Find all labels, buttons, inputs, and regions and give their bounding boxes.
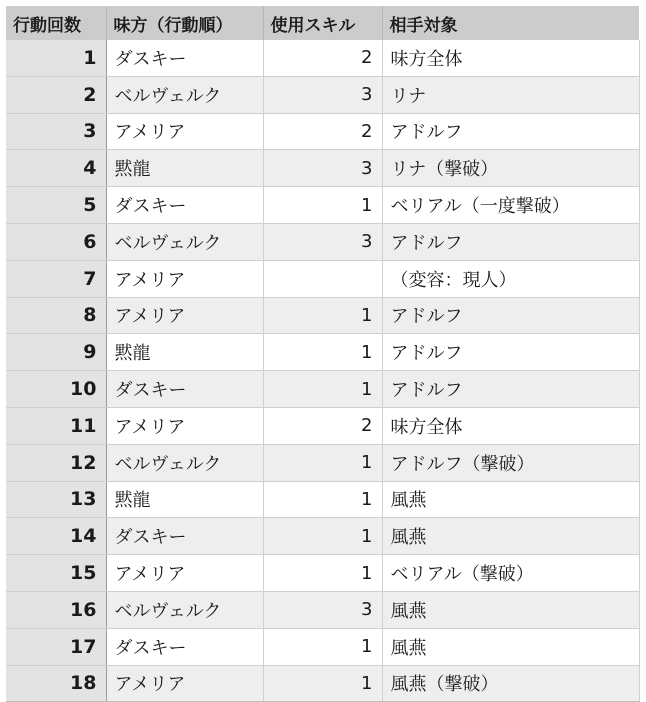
row-action-number: 11: [6, 407, 106, 444]
row-ally-name: アメリア: [106, 555, 263, 592]
row-action-number: 10: [6, 371, 106, 408]
table-row: [6, 40, 639, 76]
header-ally-order: 味方（行動順）: [106, 6, 263, 40]
row-action-number: 4: [6, 150, 106, 187]
row-target: 味方全体: [382, 40, 639, 76]
row-skill-number: [263, 260, 382, 297]
table-row: [6, 407, 639, 444]
row-action-number: 3: [6, 113, 106, 150]
row-action-number: 5: [6, 187, 106, 224]
row-target: 味方全体: [382, 407, 639, 444]
table-row: [6, 665, 639, 702]
table-row: [6, 260, 639, 297]
header-target: 相手対象: [382, 6, 639, 40]
row-action-number: 8: [6, 297, 106, 334]
row-skill-number: 1: [263, 555, 382, 592]
table-row: [6, 297, 639, 334]
row-target: アドルフ: [382, 113, 639, 150]
row-skill-number: 1: [263, 665, 382, 702]
row-target: アドルフ: [382, 223, 639, 260]
row-skill-number: 1: [263, 628, 382, 665]
row-target: 風燕: [382, 591, 639, 628]
row-ally-name: 黙龍: [106, 150, 263, 187]
row-action-number: 7: [6, 260, 106, 297]
row-ally-name: 黙龍: [106, 334, 263, 371]
row-target: 風燕: [382, 481, 639, 518]
header-skill-used: 使用スキル: [263, 6, 382, 40]
table-row: [6, 187, 639, 224]
row-action-number: 6: [6, 223, 106, 260]
table-header-row: [6, 6, 639, 40]
header-action-count: 行動回数: [6, 6, 106, 40]
row-ally-name: アメリア: [106, 407, 263, 444]
row-ally-name: アメリア: [106, 113, 263, 150]
row-action-number: 1: [6, 40, 106, 76]
table-row: [6, 444, 639, 481]
row-target: アドルフ（撃破）: [382, 444, 639, 481]
row-action-number: 13: [6, 481, 106, 518]
row-target: 風燕: [382, 628, 639, 665]
row-ally-name: ダスキー: [106, 40, 263, 76]
row-action-number: 16: [6, 591, 106, 628]
row-action-number: 12: [6, 444, 106, 481]
row-ally-name: ダスキー: [106, 187, 263, 224]
row-ally-name: 黙龍: [106, 481, 263, 518]
table-row: [6, 150, 639, 187]
table-row: [6, 591, 639, 628]
table-row: [6, 555, 639, 592]
row-skill-number: 1: [263, 334, 382, 371]
row-ally-name: アメリア: [106, 665, 263, 702]
row-skill-number: 1: [263, 371, 382, 408]
row-action-number: 17: [6, 628, 106, 665]
row-ally-name: アメリア: [106, 260, 263, 297]
row-ally-name: ベルヴェルク: [106, 223, 263, 260]
table-row: [6, 481, 639, 518]
row-target: リナ: [382, 76, 639, 113]
row-action-number: 14: [6, 518, 106, 555]
row-skill-number: 2: [263, 40, 382, 76]
row-target: リナ（撃破）: [382, 150, 639, 187]
row-skill-number: 2: [263, 407, 382, 444]
row-action-number: 2: [6, 76, 106, 113]
table-row: [6, 223, 639, 260]
row-ally-name: アメリア: [106, 297, 263, 334]
row-ally-name: ダスキー: [106, 518, 263, 555]
row-skill-number: 3: [263, 150, 382, 187]
action-order-table-container: [6, 6, 639, 702]
table-row: [6, 371, 639, 408]
table-row: [6, 518, 639, 555]
row-target: アドルフ: [382, 371, 639, 408]
row-ally-name: ベルヴェルク: [106, 76, 263, 113]
table-body: [6, 40, 639, 702]
row-skill-number: 1: [263, 187, 382, 224]
row-ally-name: ベルヴェルク: [106, 444, 263, 481]
row-target: ベリアル（撃破）: [382, 555, 639, 592]
row-skill-number: 3: [263, 223, 382, 260]
row-skill-number: 3: [263, 591, 382, 628]
row-action-number: 18: [6, 665, 106, 702]
row-ally-name: ダスキー: [106, 371, 263, 408]
row-skill-number: 1: [263, 481, 382, 518]
action-order-table: [6, 6, 640, 702]
row-target: 風燕（撃破）: [382, 665, 639, 702]
row-skill-number: 2: [263, 113, 382, 150]
row-target: （変容：現人）: [382, 260, 639, 297]
row-skill-number: 1: [263, 297, 382, 334]
row-target: 風燕: [382, 518, 639, 555]
row-target: ベリアル（一度撃破）: [382, 187, 639, 224]
row-action-number: 9: [6, 334, 106, 371]
row-skill-number: 1: [263, 444, 382, 481]
row-ally-name: ベルヴェルク: [106, 591, 263, 628]
table-row: [6, 76, 639, 113]
table-row: [6, 628, 639, 665]
row-target: アドルフ: [382, 334, 639, 371]
row-skill-number: 3: [263, 76, 382, 113]
table-row: [6, 113, 639, 150]
row-skill-number: 1: [263, 518, 382, 555]
row-action-number: 15: [6, 555, 106, 592]
row-target: アドルフ: [382, 297, 639, 334]
table-row: [6, 334, 639, 371]
row-ally-name: ダスキー: [106, 628, 263, 665]
